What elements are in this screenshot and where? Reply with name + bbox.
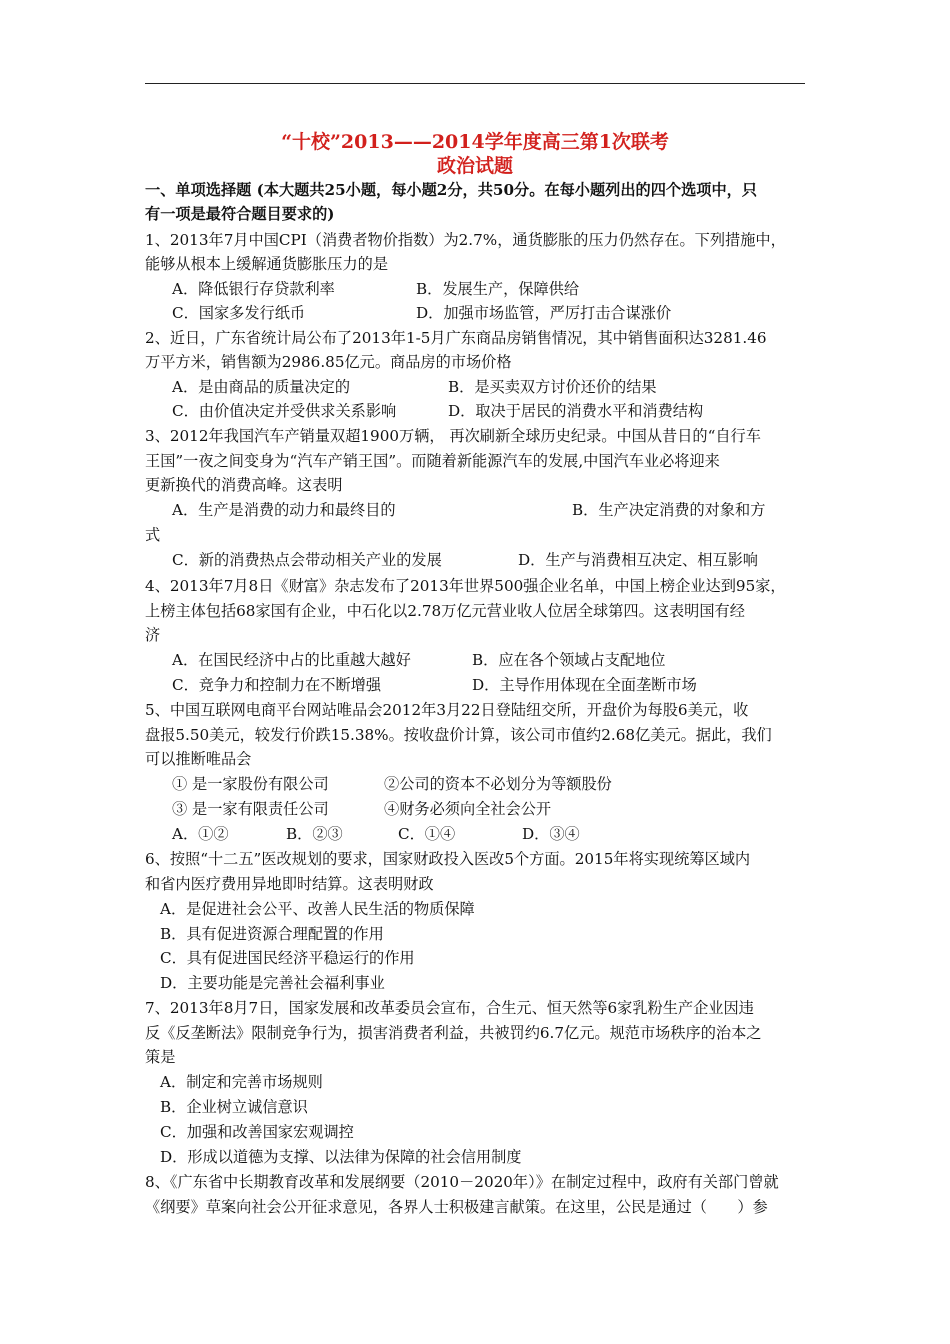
- question-6-stem: 6、按照“十二五”医改规划的要求，国家财政投入医改5个方面。2015年将实现统筹区域内: [145, 850, 751, 868]
- section-heading: 一、单项选择题 (本大题共25小题，每小题2分，共50分。在每小题列出的四个选项中，只: [145, 181, 758, 199]
- question-1-option-c[interactable]: C．国家多发行纸币: [172, 304, 306, 322]
- question-8-stem: 8、《广东省中长期教育改革和发展纲要（2010－2020年）》在制定过程中，政府有关部门曾就: [145, 1173, 779, 1191]
- question-1-stem-cont: 能够从根本上缓解通货膨胀压力的是: [145, 255, 388, 273]
- question-7-stem-cont: 反《反垄断法》限制竞争行为，损害消费者利益，共被罚约6.7亿元。规范市场秩序的治本之: [145, 1024, 762, 1042]
- question-8-stem-cont: 《纲要》草案向社会公开征求意见，各界人士积极建言献策。在这里，公民是通过（ ）参: [145, 1198, 768, 1216]
- section-heading-cont: 有一项是最符合题目要求的): [145, 205, 335, 223]
- question-5-statement-4: ④财务必须向全社会公开: [384, 800, 552, 818]
- question-7-option-a[interactable]: A．制定和完善市场规则: [160, 1073, 323, 1091]
- question-3-stem-cont: 王国”一夜之间变身为“汽车产销王国”。而随着新能源汽车的发展,中国汽车业必将迎来: [145, 452, 720, 470]
- top-rule: [145, 83, 805, 84]
- exam-subject-title: 政治试题: [436, 155, 513, 177]
- question-7-option-d[interactable]: D．形成以道德为支撑、以法律为保障的社会信用制度: [160, 1148, 522, 1166]
- question-6-stem-cont: 和省内医疗费用异地即时结算。这表明财政: [145, 875, 434, 893]
- question-5-statement-3: ③ 是一家有限责任公司: [172, 800, 329, 818]
- question-1-option-d[interactable]: D．加强市场监管，严厉打击合谋涨价: [416, 304, 672, 322]
- question-5-stem-cont: 可以推断唯品会: [145, 750, 252, 768]
- exam-title: “十校”2013——2014学年度高三第1次联考: [281, 131, 669, 153]
- question-3-stem: 3、2012年我国汽车产销量双超1900万辆， 再次刷新全球历史纪录。中国从昔日的“自行车: [145, 427, 761, 445]
- question-5-option-d[interactable]: D．③④: [522, 825, 580, 843]
- question-2-option-d[interactable]: D．取决于居民的消费水平和消费结构: [448, 402, 704, 420]
- question-5-option-c[interactable]: C．①④: [398, 825, 456, 843]
- question-3-option-d[interactable]: D．生产与消费相互决定、相互影响: [518, 551, 758, 569]
- question-1-stem: 1、2013年7月中国CPI（消费者物价指数）为2.7%，通货膨胀的压力仍然存在。下列措施中，: [145, 231, 786, 249]
- question-4-stem-cont: 上榜主体包括68家国有企业，中石化以2.78万亿元营业收人位居全球第四。这表明国有经: [145, 602, 745, 620]
- question-2-option-c[interactable]: C．由价值决定并受供求关系影响: [172, 402, 397, 420]
- question-4-option-b[interactable]: B．应在各个领域占支配地位: [472, 651, 666, 669]
- question-4-option-c[interactable]: C．竞争力和控制力在不断增强: [172, 676, 382, 694]
- question-6-option-c[interactable]: C．具有促进国民经济平稳运行的作用: [160, 949, 415, 967]
- question-1-option-a[interactable]: A．降低银行存贷款利率: [172, 280, 335, 298]
- question-5-statement-2: ②公司的资本不必划分为等额股份: [384, 775, 612, 793]
- question-7-option-b[interactable]: B．企业树立诚信意识: [160, 1098, 308, 1116]
- question-6-option-b[interactable]: B．具有促进资源合理配置的作用: [160, 925, 384, 943]
- question-1-option-b[interactable]: B．发展生产，保障供给: [416, 280, 580, 298]
- question-5-option-a[interactable]: A．①②: [172, 825, 229, 843]
- question-5-stem-cont: 盘报5.50美元，较发行价跌15.38%。按收盘价计算，该公司市值约2.68亿美元。据此，我们: [145, 726, 772, 744]
- question-7-stem: 7、2013年8月7日，国家发展和改革委员会宣布，合生元、恒天然等6家乳粉生产企业因违: [145, 999, 754, 1017]
- question-5-stem: 5、中国互联网电商平台网站唯品会2012年3月22日登陆纽交所，开盘价为每股6美元，收: [145, 701, 749, 719]
- question-3-option-a[interactable]: A．生产是消费的动力和最终目的: [172, 501, 396, 519]
- question-2-stem-cont: 万平方米，销售额为2986.85亿元。商品房的市场价格: [145, 353, 512, 371]
- question-2-stem: 2、近日，广东省统计局公布了2013年1-5月广东商品房销售情况，其中销售面积达3281.46: [145, 329, 767, 347]
- question-3-stem-cont: 更新换代的消费高峰。这表明: [145, 476, 343, 494]
- question-3-option-b-cont: 式: [145, 526, 161, 544]
- question-3-option-b[interactable]: B．生产决定消费的对象和方: [572, 501, 766, 519]
- question-4-stem: 4、2013年7月8日《财富》杂志发布了2013年世界500强企业名单，中国上榜企业达到95家，: [145, 577, 786, 595]
- question-7-stem-cont: 策是: [145, 1048, 176, 1066]
- question-2-option-a[interactable]: A．是由商品的质量决定的: [172, 378, 351, 396]
- question-6-option-a[interactable]: A．是促进社会公平、改善人民生活的物质保障: [160, 900, 475, 918]
- question-2-option-b[interactable]: B．是买卖双方讨价还价的结果: [448, 378, 657, 396]
- question-4-option-a[interactable]: A．在国民经济中占的比重越大越好: [172, 651, 411, 669]
- question-4-option-d[interactable]: D．主导作用体现在全面垄断市场: [472, 676, 697, 694]
- question-5-option-b[interactable]: B．②③: [286, 825, 343, 843]
- question-6-option-d[interactable]: D．主要功能是完善社会福利事业: [160, 974, 385, 992]
- question-4-stem-cont: 济: [145, 626, 161, 644]
- question-3-option-c[interactable]: C．新的消费热点会带动相关产业的发展: [172, 551, 442, 569]
- question-5-statement-1: ① 是一家股份有限公司: [172, 775, 329, 793]
- question-7-option-c[interactable]: C．加强和改善国家宏观调控: [160, 1123, 354, 1141]
